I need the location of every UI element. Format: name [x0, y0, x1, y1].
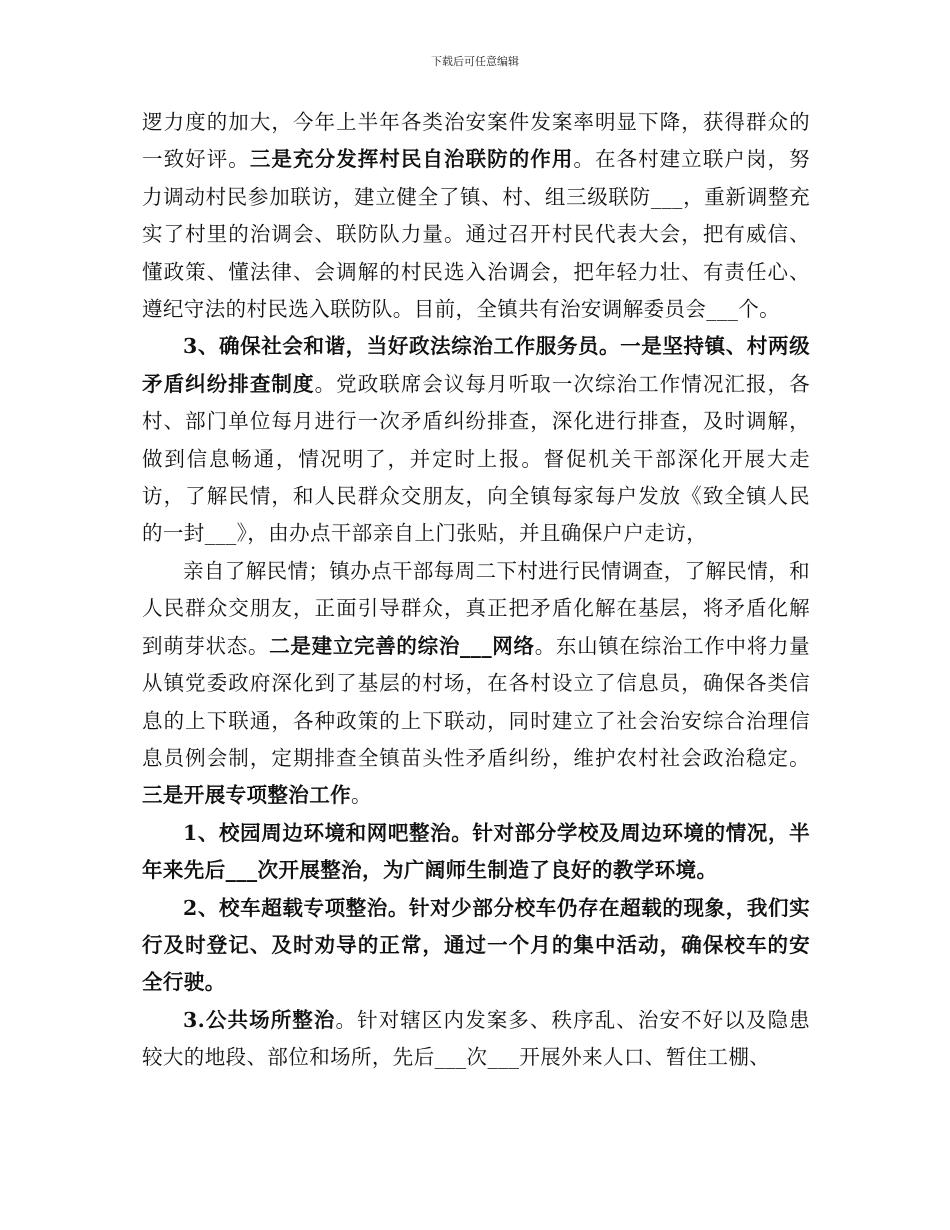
paragraph	[142, 815, 810, 890]
paragraph-bold-text: 三是充分发挥村民自治联防的作用	[249, 147, 574, 172]
page-header: 下载后可任意编辑	[431, 55, 519, 68]
paragraph-bold-text: 三是开展专项整治工作	[142, 783, 351, 808]
paragraph-text: 逻力度的加大，今年上半年各类治安案件发案率明显下降，获得群众的一致好评。	[142, 110, 810, 172]
paragraph-text: 亲自了解民情；镇办点干部每周二下村进行民情调查，了解民情，和人民群众交朋友，正面引导群众，真正把矛盾化解在基层，将矛盾化解到萌芽状态。	[142, 558, 810, 658]
paragraph-bold-text: 3、确保社会和谐，当好政法综治工作服务员。一是坚持镇、村两级矛盾纠纷排查制度	[142, 334, 810, 396]
paragraph-text: 。针对辖区内发案多、秩序乱、治安不好以及隐患较大的地段、部位和场所，先后___次___开展外来人口、暂住工棚、	[142, 1007, 810, 1070]
paragraph	[142, 104, 810, 328]
paragraph-text: 。东山镇在综治工作中将力量从镇党委政府深化到了基层的村场，在各村设立了信息员，确保各类信息的上下联通，各种政策的上下联动，同时建立了社会治安综合治理信息员例会制，定期排查全镇苗头性矛盾纠纷，维护农村社会政治稳定。	[142, 633, 810, 770]
paragraph	[142, 553, 810, 815]
paragraph-bold-text: 2、校车超载专项整治。针对少部分校车仍存在超载的现象，我们实行及时登记、及时劝导的正常，通过一个月的集中活动，确保校车的安全行驶。	[142, 895, 810, 995]
paragraph-text: 。党政联席会议每月听取一次综治工作情况汇报，各村、部门单位每月进行一次矛盾纠纷排查，深化进行排查，及时调解，做到信息畅通，情况明了，并定时上报。督促机关干部深化开展大走访，了解民情，和人民群众交朋友，向全镇每家每户发放《致全镇人民的一封___》，由办点干部亲自上门张贴，并且确保户户走访，	[142, 371, 810, 546]
paragraph-bold-text: 3.公共场所整治	[183, 1007, 336, 1032]
document-body	[142, 104, 810, 1077]
paragraph-bold-text: 二是建立完善的综治___网络	[269, 633, 535, 658]
paragraph-bold-text: 1、校园周边环境和网吧整治。针对部分学校及周边环境的情况，半年来先后___次开展整治，为广阔师生制造了良好的教学环境。	[142, 820, 810, 883]
paragraph	[142, 890, 810, 1002]
paragraph	[142, 1002, 810, 1077]
paragraph	[142, 328, 810, 552]
paragraph-text: 。	[351, 783, 372, 808]
paragraph-text: 。在各村建立联户岗，努力调动村民参加联访，建立健全了镇、村、组三级联防___，重新调整充实了村里的治调会、联防队力量。通过召开村民代表大会，把有威信、懂政策、懂法律、会调解的村民选入治调会，把年轻力壮、有责任心、遵纪守法的村民选入联防队。目前，全镇共有治安调解委员会___个。	[142, 147, 811, 322]
